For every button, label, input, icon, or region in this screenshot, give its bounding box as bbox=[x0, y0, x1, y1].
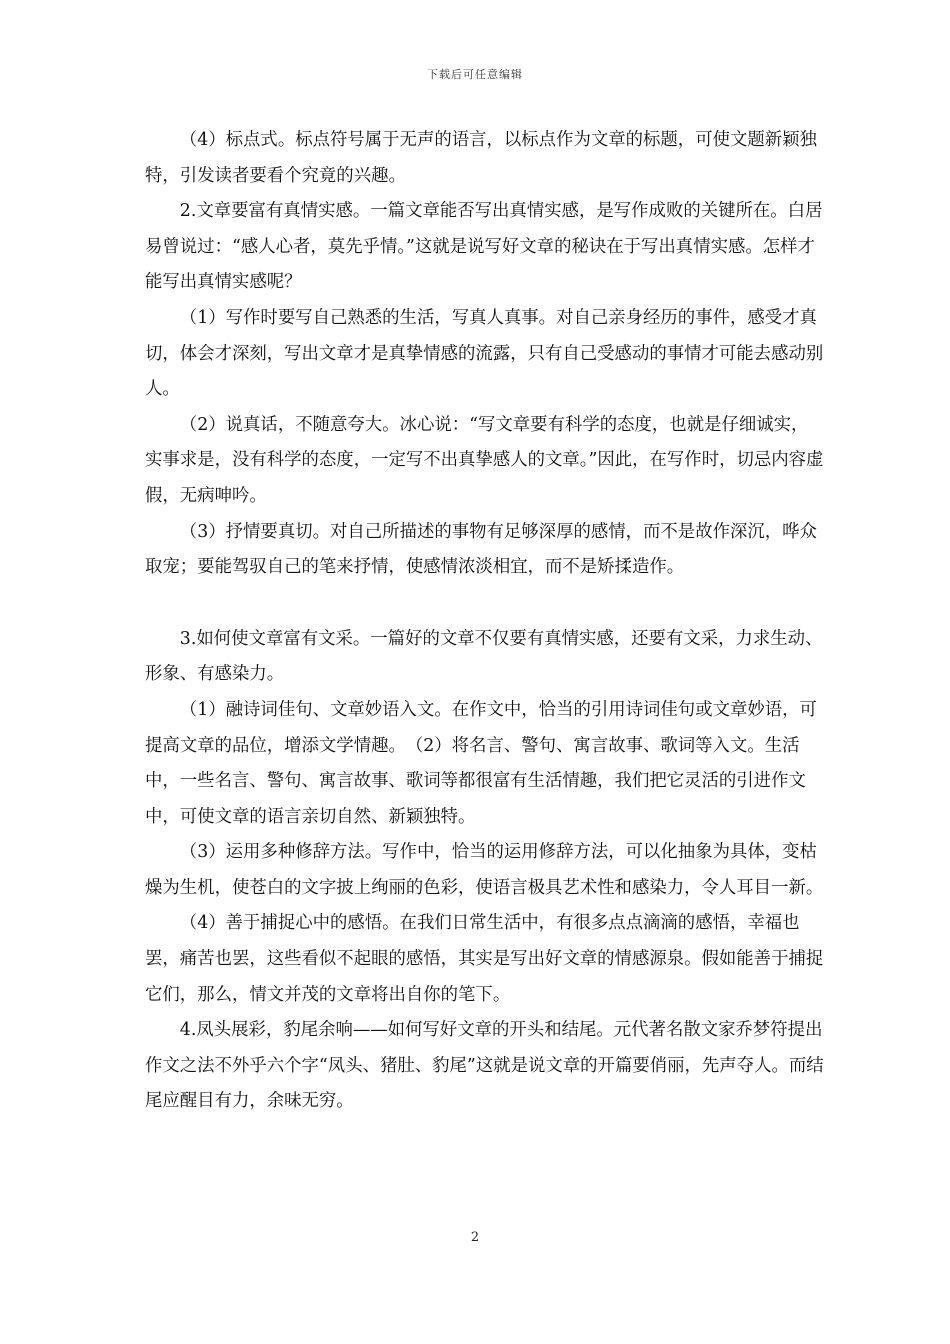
paragraph-true-lyric: （3）抒情要真切。对自己所描述的事物有足够深厚的感情，而不是故作深沉，哗众取宠；要能驾驭自己的笔来抒情，使感情浓淡相宜，而不是矫揉造作。 bbox=[145, 521, 817, 578]
paragraph-familiar-life: （1）写作时要写自己熟悉的生活，写真人真事。对自己亲身经历的事件，感受才真切，体会才深刻，写出文章才是真挚情感的流露，只有自己受感动的事情才可能去感动别人。 bbox=[145, 307, 824, 400]
paragraph-sincere-feeling: 2.文章要富有真情实感。一篇文章能否写出真情实感，是写作成败的关键所在。白居易曾说过：“感人心者，莫先乎情。”这就是说写好文章的秘诀在于写出真情实感。怎样才能写出真情实感呢？ bbox=[145, 201, 823, 293]
document-body bbox=[145, 123, 825, 1120]
paragraph-opening-ending: 4.凤头展彩，豹尾余响——如何写好文章的开头和结尾。元代著名散文家乔梦符提出作文之法不外乎六个字“凤头、猪肚、豹尾”这就是说文章的开篇要俏丽，先声夺人。而结尾应醒目有力，余味无穷。 bbox=[145, 1020, 824, 1112]
paragraph-poetry-quotes: （1）融诗词佳句、文章妙语入文。在作文中，恰当的引用诗词佳句或文章妙语，可提高文章的品位，增添文学情趣。 （2）将名言、警句、寓言故事、歌词等入文。生活中，一些名言、警句、寓言故事、歌词等都很富有生活情趣，我们把它灵活的引进作文中，可使文章的语言亲切自然、新颖独特。 bbox=[145, 699, 817, 827]
paragraph-punctuation-title: （4）标点式。标点符号属于无声的语言，以标点作为文章的标题，可使文题新颖独特，引发读者要看个究竟的兴趣。 bbox=[145, 130, 817, 186]
paragraph-tell-truth: （2）说真话，不随意夸大。冰心说：“写文章要有科学的态度，也就是仔细诚实，实事求是，没有科学的态度，一定写不出真挚感人的文章。”因此，在写作时，切忌内容虚假，无病呻吟。 bbox=[145, 414, 824, 506]
page-number: 2 bbox=[470, 1230, 480, 1245]
page-header: 下载后可任意编辑 bbox=[427, 68, 523, 81]
paragraph-literary-grace: 3.如何使文章富有文采。一篇好的文章不仅要有真情实感，还要有文采，力求生动、形象、有感染力。 bbox=[145, 628, 823, 685]
paragraph-rhetoric: （3）运用多种修辞方法。写作中，恰当的运用修辞方法，可以化抽象为具体，变枯燥为生机，使苍白的文字披上绚丽的色彩，使语言极具艺术性和感染力，令人耳目一新。 bbox=[145, 842, 824, 898]
paragraph-insight: （4）善于捕捉心中的感悟。在我们日常生活中，有很多点点滴滴的感悟，幸福也罢，痛苦也罢，这些看似不起眼的感悟，其实是写出好文章的情感源泉。假如能善于捕捉它们，那么，情文并茂的文章将出自你的笔下。 bbox=[145, 913, 824, 1005]
